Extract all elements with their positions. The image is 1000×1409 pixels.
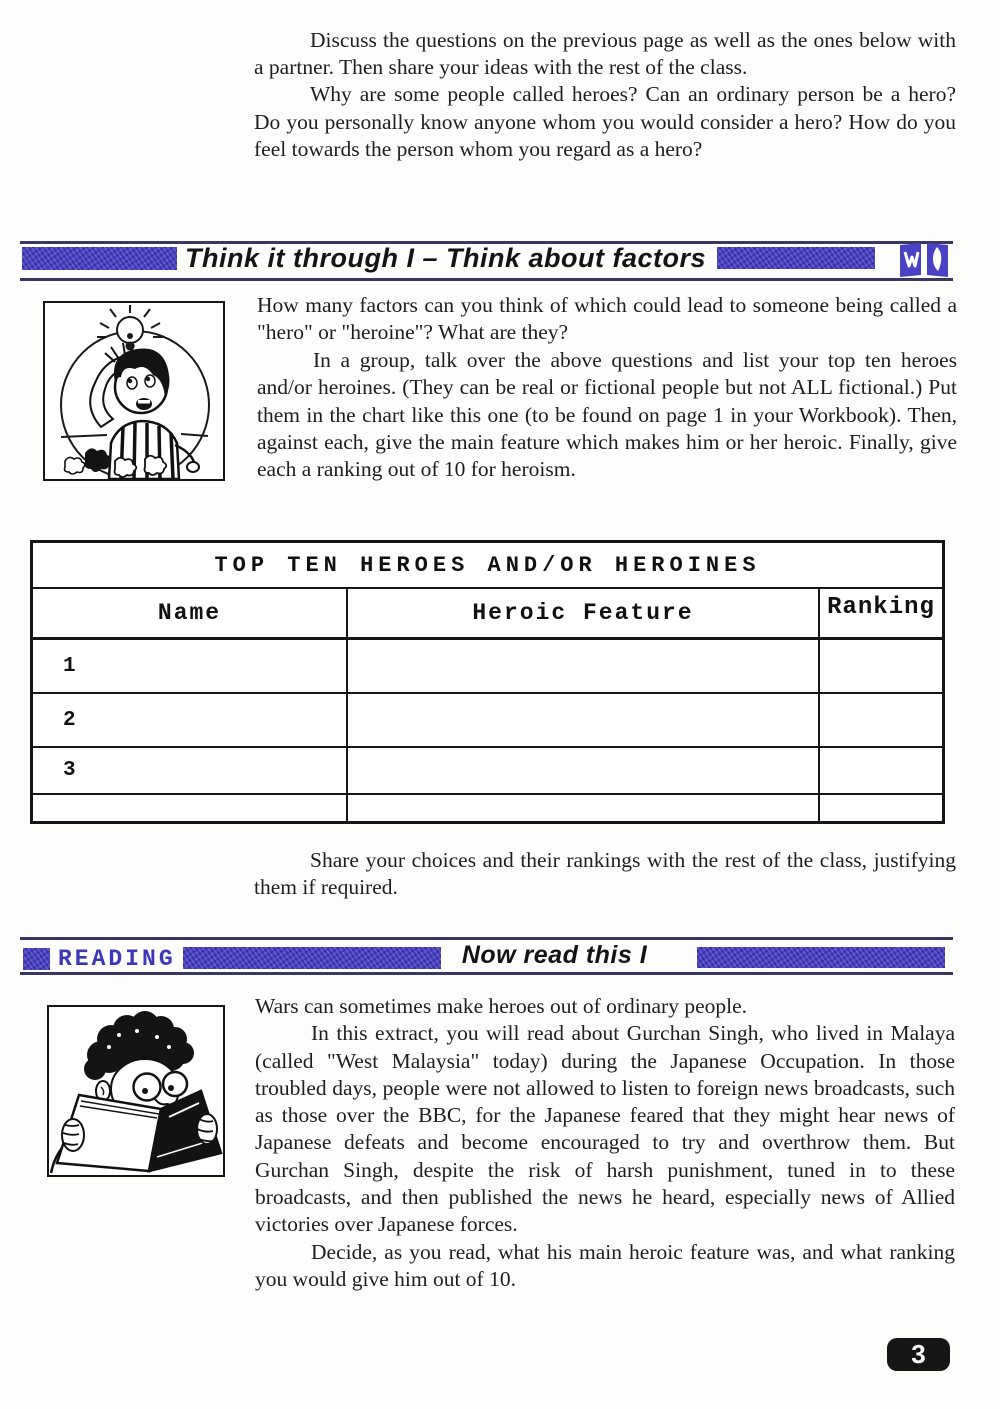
- row-number: 1: [33, 640, 348, 692]
- banner-bar-right: [717, 247, 875, 269]
- row-number: [33, 795, 348, 821]
- row-feature-cell: [348, 748, 820, 793]
- reading-rule-top: [20, 937, 953, 940]
- table-row: [33, 748, 942, 795]
- share-paragraph: Share your choices and their rankings with the rest of the class, justifying them if required.: [254, 848, 956, 900]
- row-feature-cell: [348, 640, 820, 692]
- reading-paragraph: In this extract, you will read about Gurchan Singh, who lived in Malaya (called "West Malaysia" today) during the Japanese Occupation. In those troubled days, people were not allowed to listen to foreign news broadcasts, such as those over the BBC, for the Japanese feared that they might hear news of Japanese defeats and become encouraged to try and overthrow them. But Gurchan Singh, despite the risk of harsh punishment, tuned in to these broadcasts, and then published the news he heard, especially news of Allied victories over Japanese forces.: [255, 1021, 955, 1237]
- table-row: [33, 694, 942, 748]
- banner-rule-bottom: [20, 278, 953, 281]
- think-text-block: [257, 292, 957, 484]
- row-ranking-cell: [820, 694, 942, 746]
- row-number: 3: [33, 748, 348, 793]
- reading-label: READING: [58, 946, 176, 972]
- reading-paragraph: Wars can sometimes make heroes out of ordinary people.: [255, 994, 748, 1018]
- open-book-icon: [898, 241, 950, 278]
- page-number-badge: 3: [887, 1338, 950, 1371]
- table-header-name: Name: [33, 589, 348, 637]
- intro-paragraph: Why are some people called heroes? Can an ordinary person be a hero? Do you personally know anyone whom you would consider a hero? How do you feel towards the person whom you regard as a hero?: [254, 82, 956, 161]
- banner-bar-left: [22, 247, 177, 270]
- table-header-row: [33, 589, 942, 640]
- heroes-table: [30, 540, 945, 824]
- row-feature-cell: [348, 694, 820, 746]
- table-header-feature: Heroic Feature: [348, 589, 820, 637]
- table-row: [33, 795, 942, 821]
- row-feature-cell: [348, 795, 820, 821]
- row-ranking-cell: [820, 795, 942, 821]
- reading-bar-left: [183, 947, 441, 969]
- reading-bar-right: [697, 947, 945, 968]
- intro-text-block: [254, 27, 956, 163]
- reading-text-block: [255, 993, 955, 1293]
- think-paragraph: How many factors can you think of which could lead to someone being called a "hero" or "heroine"? What are they?: [257, 293, 957, 345]
- reading-banner-title: Now read this I: [461, 941, 648, 969]
- row-number: 2: [33, 694, 348, 746]
- table-row: [33, 640, 942, 694]
- think-paragraph: In a group, talk over the above questions and list your top ten heroes and/or heroines. (They can be real or fictional people but not ALL fictional.) Put them in the chart like this one (to be found on page 1 in your Workbook). Then, against each, give the main feature which makes him or her heroic. Finally, give each a ranking out of 10 for heroism.: [257, 347, 957, 482]
- share-text-block: [254, 847, 956, 901]
- reading-bullet-square: [23, 948, 50, 970]
- boy-thinking-illustration: [43, 301, 225, 481]
- reading-paragraph: Decide, as you read, what his main heroic feature was, and what ranking you would give him out of 10.: [255, 1239, 955, 1291]
- row-ranking-cell: [820, 748, 942, 793]
- row-ranking-cell: [820, 640, 942, 692]
- intro-paragraph: Discuss the questions on the previous page as well as the ones below with a partner. Then share your ideas with the rest of the class.: [254, 28, 956, 80]
- think-banner-title: Think it through I – Think about factors: [185, 243, 706, 273]
- table-title: TOP TEN HEROES AND/OR HEROINES: [33, 543, 942, 589]
- boy-reading-illustration: [47, 1005, 225, 1177]
- table-header-ranking: Ranking: [827, 594, 935, 621]
- reading-rule-bottom: [20, 972, 953, 975]
